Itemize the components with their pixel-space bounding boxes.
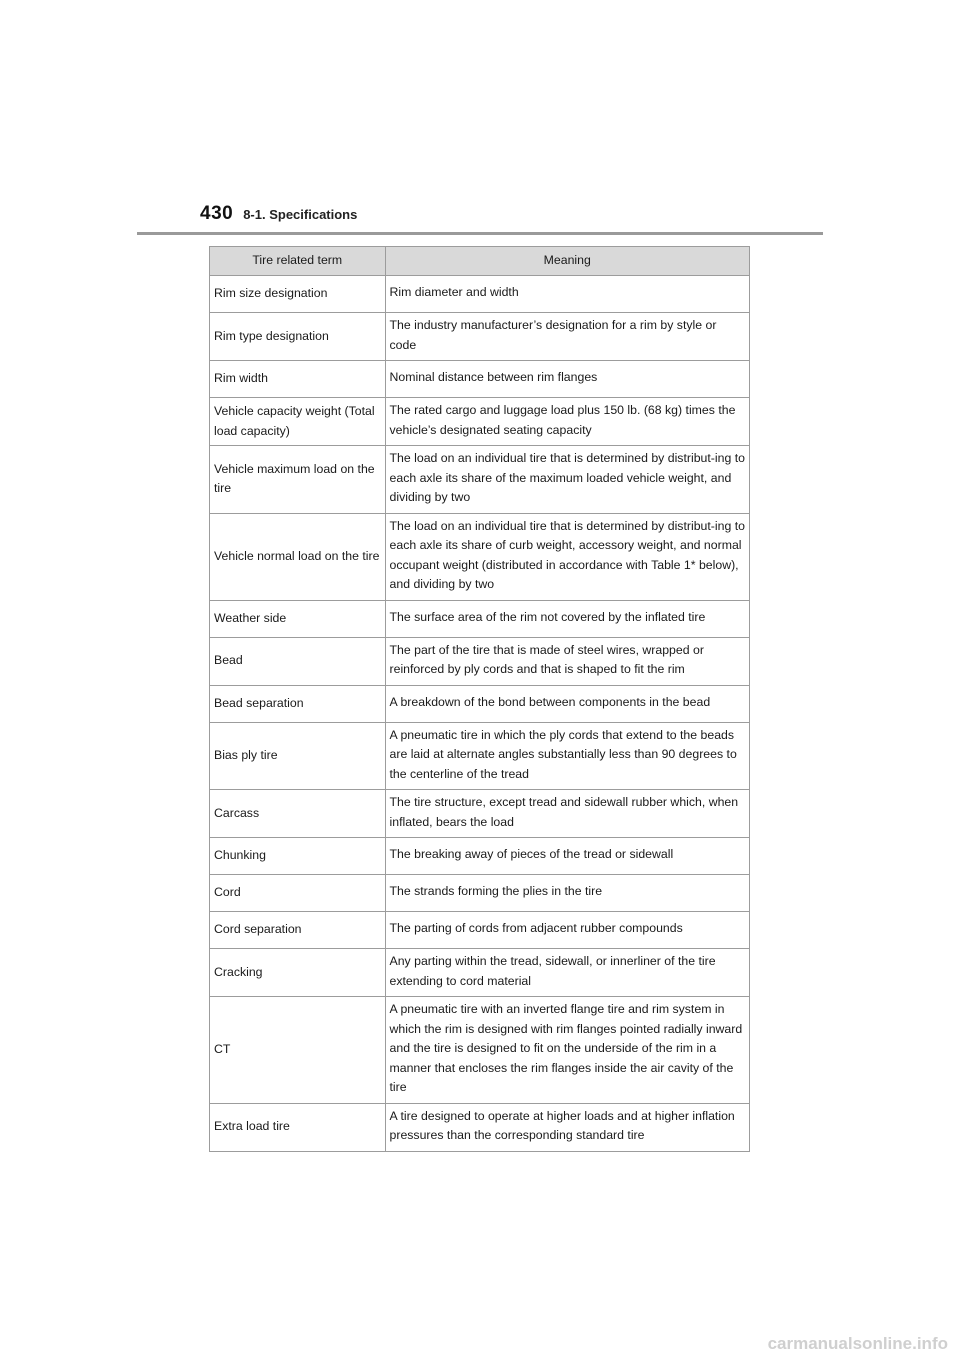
meaning-cell: Any parting within the tread, sidewall, or innerliner of the tire extending to cord material: [385, 949, 749, 997]
table-row: [210, 398, 750, 446]
table-row: [210, 600, 750, 637]
term-cell: Weather side: [210, 600, 386, 637]
column-header-term: Tire related term: [210, 247, 386, 276]
table-row: [210, 513, 750, 600]
term-cell: Bias ply tire: [210, 722, 386, 790]
term-cell: Bead: [210, 637, 386, 685]
header-divider: [137, 232, 823, 235]
term-cell: CT: [210, 997, 386, 1104]
page-number: 430: [200, 203, 234, 224]
term-cell: Rim size designation: [210, 276, 386, 313]
meaning-cell: The load on an individual tire that is determined by distribut-ing to each axle its share of curb weight, accessory weight, and normal occupant weight (distributed in accordance with Table 1* below), and dividing by two: [385, 513, 749, 600]
table-body: [210, 276, 750, 1152]
meaning-cell: A pneumatic tire with an inverted flange tire and rim system in which the rim is designed with rim flanges pointed radially inward and the tire is designed to fit on the underside of the rim in a manner that encloses the rim flanges inside the air cavity of the tire: [385, 997, 749, 1104]
meaning-cell: The tire structure, except tread and sidewall rubber which, when inflated, bears the load: [385, 790, 749, 838]
table-row: [210, 313, 750, 361]
table-row: [210, 997, 750, 1104]
table-row: [210, 790, 750, 838]
term-cell: Rim width: [210, 361, 386, 398]
table-row: [210, 361, 750, 398]
meaning-cell: Rim diameter and width: [385, 276, 749, 313]
meaning-cell: A tire designed to operate at higher loads and at higher inflation pressures than the corresponding standard tire: [385, 1103, 749, 1151]
meaning-cell: The load on an individual tire that is determined by distribut-ing to each axle its share of the maximum loaded vehicle weight, and dividing by two: [385, 446, 749, 514]
term-cell: Chunking: [210, 838, 386, 875]
table-header-row: [210, 247, 750, 276]
term-cell: Extra load tire: [210, 1103, 386, 1151]
term-cell: Vehicle capacity weight (Total load capacity): [210, 398, 386, 446]
meaning-cell: The strands forming the plies in the tire: [385, 875, 749, 912]
meaning-cell: A pneumatic tire in which the ply cords that extend to the beads are laid at alternate angles substantially less than 90 degrees to the centerline of the tread: [385, 722, 749, 790]
column-header-meaning: Meaning: [385, 247, 749, 276]
table-row: [210, 722, 750, 790]
term-cell: Cord: [210, 875, 386, 912]
meaning-cell: The part of the tire that is made of steel wires, wrapped or reinforced by ply cords and that is shaped to fit the rim: [385, 637, 749, 685]
meaning-cell: The industry manufacturer’s designation for a rim by style or code: [385, 313, 749, 361]
meaning-cell: A breakdown of the bond between components in the bead: [385, 685, 749, 722]
meaning-cell: Nominal distance between rim flanges: [385, 361, 749, 398]
table-row: [210, 949, 750, 997]
table-row: [210, 838, 750, 875]
page-header: [200, 203, 357, 233]
meaning-cell: The rated cargo and luggage load plus 150 lb. (68 kg) times the vehicle’s designated seating capacity: [385, 398, 749, 446]
tire-terms-table: [209, 246, 750, 1152]
watermark: carmanualsonline.info: [767, 1334, 948, 1353]
table-row: [210, 912, 750, 949]
section-title: 8-1. Specifications: [243, 207, 358, 222]
table-row: [210, 276, 750, 313]
term-cell: Rim type designation: [210, 313, 386, 361]
meaning-cell: The parting of cords from adjacent rubber compounds: [385, 912, 749, 949]
meaning-cell: The surface area of the rim not covered by the inflated tire: [385, 600, 749, 637]
table-row: [210, 685, 750, 722]
term-cell: Vehicle normal load on the tire: [210, 513, 386, 600]
meaning-cell: The breaking away of pieces of the tread or sidewall: [385, 838, 749, 875]
table-row: [210, 875, 750, 912]
term-cell: Cracking: [210, 949, 386, 997]
term-cell: Vehicle maximum load on the tire: [210, 446, 386, 514]
term-cell: Bead separation: [210, 685, 386, 722]
table-row: [210, 1103, 750, 1151]
table-row: [210, 446, 750, 514]
term-cell: Cord separation: [210, 912, 386, 949]
term-cell: Carcass: [210, 790, 386, 838]
table-row: [210, 637, 750, 685]
